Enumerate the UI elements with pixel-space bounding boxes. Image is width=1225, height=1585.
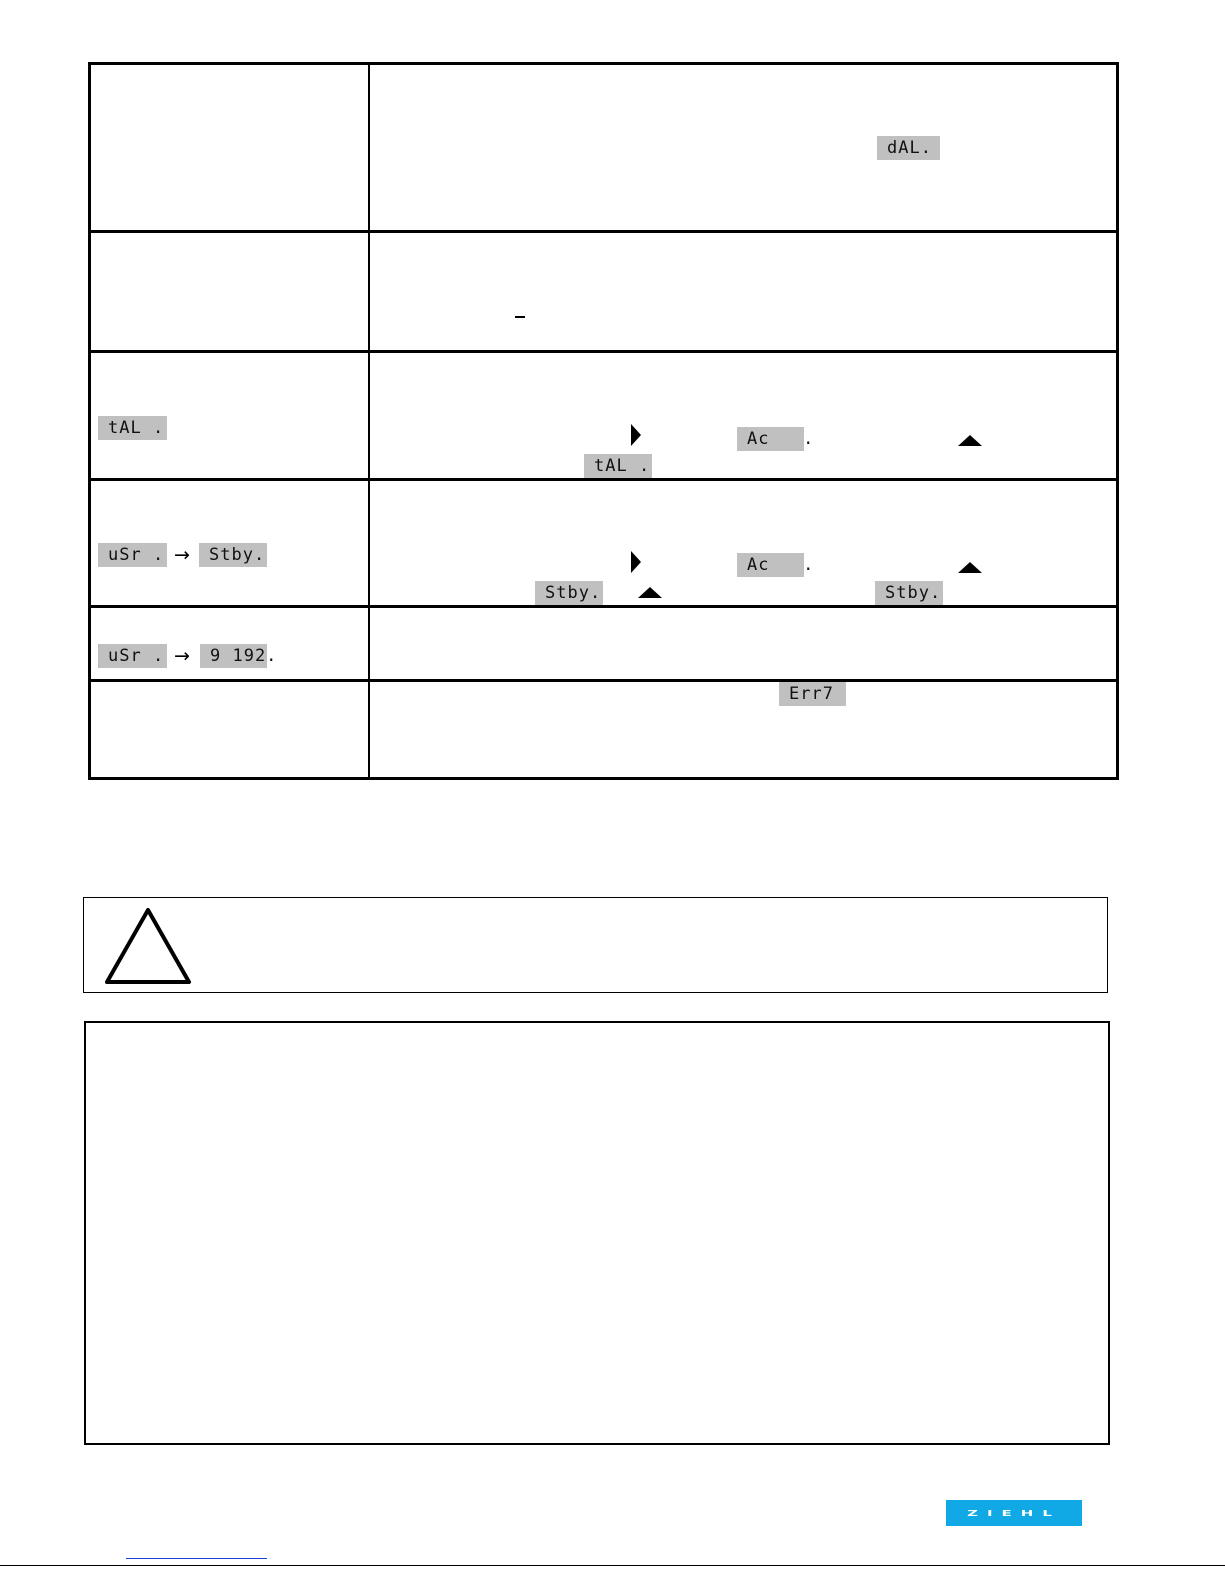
display-ac: Ac . [737,553,804,577]
display-stby: Stby. [535,581,603,605]
table-row-divider [88,478,1116,481]
note-box [84,1021,1110,1445]
warning-box [83,897,1108,993]
display-dal: dAL. [877,136,940,160]
table-row-divider [88,350,1116,353]
display-tal: tAL . [584,454,652,478]
warning-triangle-icon [102,904,194,988]
up-button-icon [958,435,982,446]
table-row-divider [88,679,1116,682]
logo-text: ZIEHL [967,1508,1061,1518]
table-column-divider [368,62,370,777]
display-code: 9 192. [200,644,267,668]
underscore-mark [515,316,525,318]
table-row-divider [88,230,1116,233]
display-usr: uSr . [98,644,167,668]
footer-rule [0,1565,1225,1566]
right-button-icon [631,424,641,446]
right-button-icon [631,551,641,573]
right-arrow-icon: → [174,544,190,566]
ziehl-logo [946,1500,1082,1526]
up-button-icon [958,562,982,573]
right-arrow-icon: → [174,645,190,667]
display-err: Err7 [779,682,846,706]
display-tal: tAL . [98,416,167,440]
display-stby: Stby. [199,543,267,567]
footer-link-underline[interactable] [126,1558,267,1559]
up-button-icon [638,587,662,598]
display-ac: Ac . [737,427,804,451]
table-row-divider [88,605,1116,608]
display-stby: Stby. [875,581,943,605]
display-usr: uSr . [98,543,167,567]
settings-table [88,62,1119,780]
